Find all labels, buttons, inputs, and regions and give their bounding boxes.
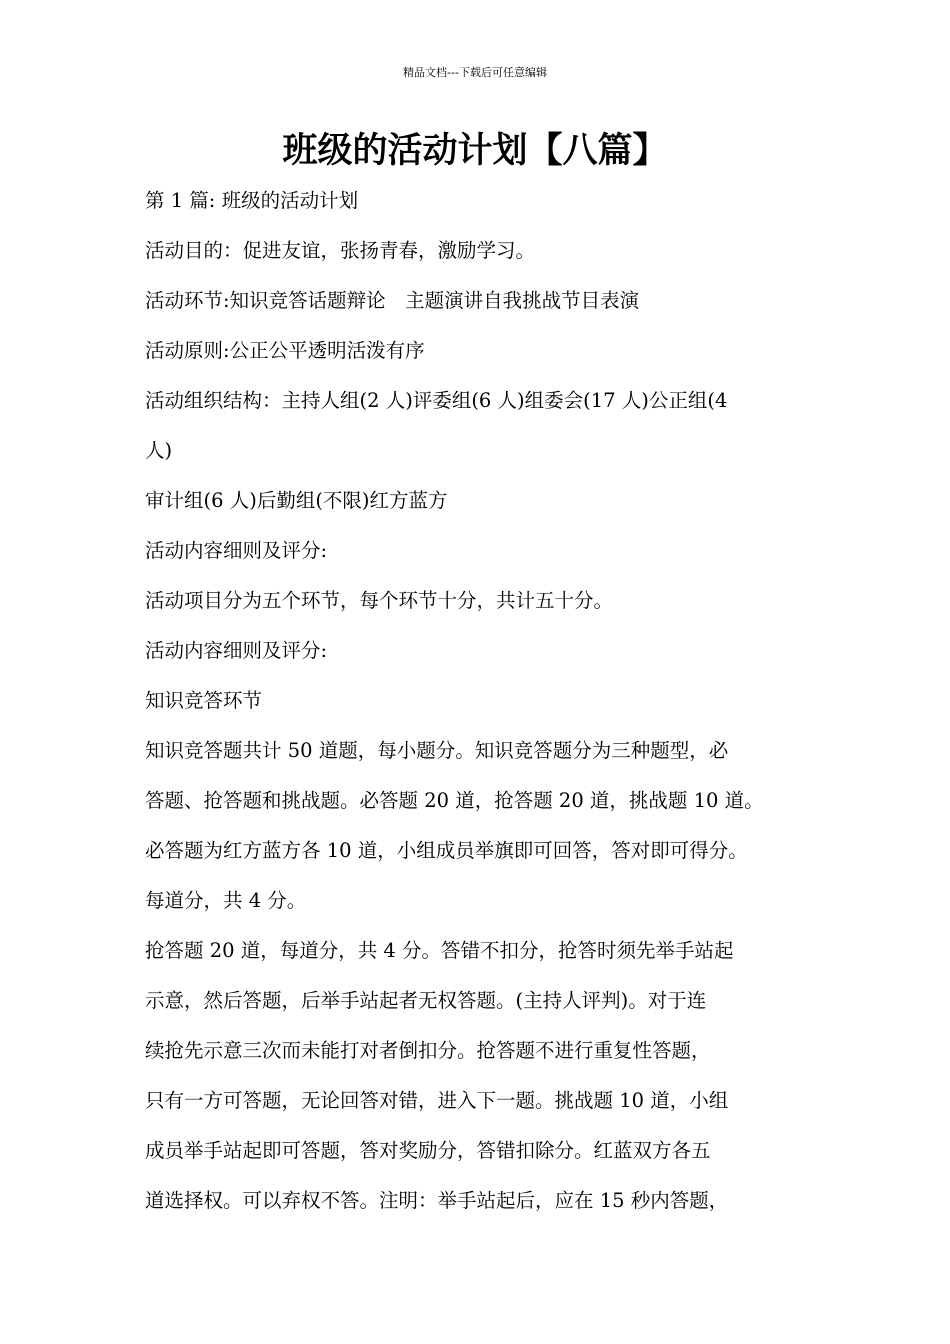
body-line: 活动项目分为五个环节，每个环节十分，共计五十分。 bbox=[145, 589, 614, 612]
body-line: 知识竞答环节 bbox=[145, 689, 263, 712]
body-line: 只有一方可答题，无论回答对错，进入下一题。挑战题 10 道，小组 bbox=[145, 1089, 729, 1112]
body-line: 知识竞答题共计 50 道题，每小题分。知识竞答题分为三种题型，必 bbox=[145, 739, 729, 762]
body-line: 道选择权。可以弃权不答。注明：举手站起后，应在 15 秒内答题， bbox=[145, 1189, 729, 1212]
body-line: 人) bbox=[145, 439, 173, 462]
body-line: 每道分，共 4 分。 bbox=[145, 889, 307, 912]
body-line: 成员举手站起即可答题，答对奖励分，答错扣除分。红蓝双方各五 bbox=[145, 1139, 711, 1162]
body-line: 第 1 篇: 班级的活动计划 bbox=[145, 189, 359, 212]
header-note: 精品文档---下载后可任意编辑 bbox=[403, 66, 547, 79]
body-line: 活动原则:公正公平透明活泼有序 bbox=[145, 339, 425, 362]
body-line: 必答题为红方蓝方各 10 道，小组成员举旗即可回答，答对即可得分。 bbox=[145, 839, 748, 862]
document-body bbox=[145, 176, 825, 1226]
body-line: 审计组(6 人)后勤组(不限)红方蓝方 bbox=[145, 489, 448, 512]
body-line: 活动环节:知识竞答话题辩论 主题演讲自我挑战节目表演 bbox=[145, 289, 640, 312]
body-line: 答题、抢答题和挑战题。必答题 20 道，抢答题 20 道，挑战题 10 道。 bbox=[145, 789, 764, 812]
body-line: 活动组织结构：主持人组(2 人)评委组(6 人)组委会(17 人)公正组(4 bbox=[145, 389, 728, 412]
body-line: 抢答题 20 道，每道分，共 4 分。答错不扣分，抢答时须先举手站起 bbox=[145, 939, 734, 962]
body-line: 示意，然后答题，后举手站起者无权答题。(主持人评判)。对于连 bbox=[145, 989, 707, 1012]
body-line: 活动内容细则及评分: bbox=[145, 539, 328, 562]
document-title: 班级的活动计划【八篇】 bbox=[282, 131, 668, 171]
body-line: 续抢先示意三次而未能打对者倒扣分。抢答题不进行重复性答题， bbox=[145, 1039, 711, 1062]
body-line: 活动内容细则及评分: bbox=[145, 639, 328, 662]
body-line: 活动目的：促进友谊，张扬青春，激励学习。 bbox=[145, 239, 536, 262]
